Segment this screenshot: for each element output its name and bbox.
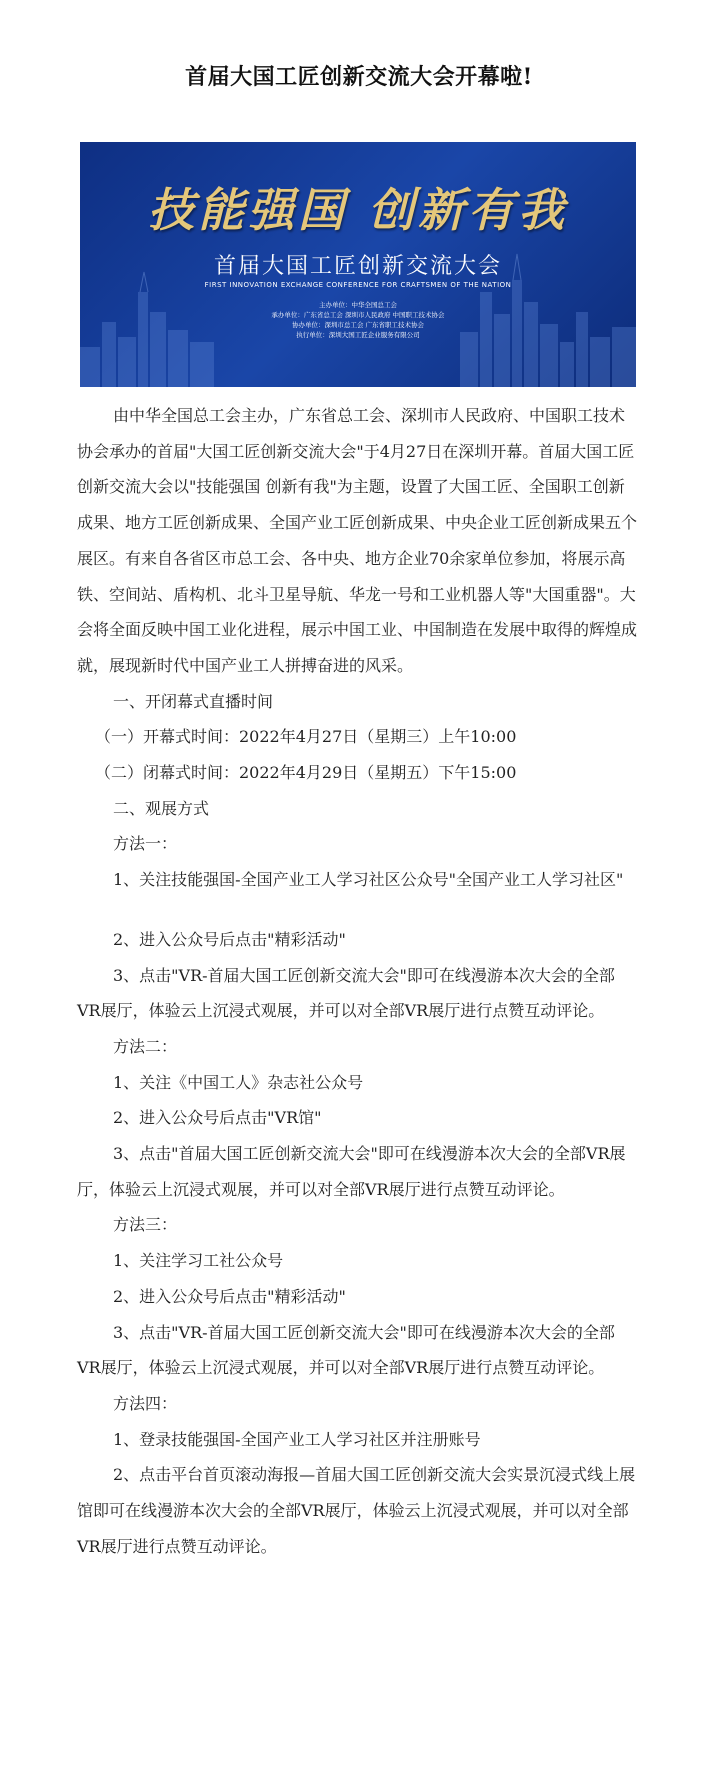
banner-conference-name: 首届大国工匠创新交流大会 xyxy=(213,254,502,279)
method-step: 2、进入公众号后点击"VR馆" xyxy=(113,1108,322,1128)
article-title: 首届大国工匠创新交流大会开幕啦! xyxy=(185,64,533,90)
method-step: 1、登录技能强国-全国产业工人学习社区并注册账号 xyxy=(113,1429,481,1449)
method-step: 1、关注学习工社公众号 xyxy=(113,1251,284,1271)
method-step: 1、关注《中国工人》杂志社公众号 xyxy=(113,1072,364,1092)
organizer-line: 执行单位：深圳大国工匠企业服务有限公司 xyxy=(296,331,420,339)
article-body xyxy=(77,398,637,1565)
intro-paragraph: 由中华全国总工会主办，广东省总工会、深圳市人民政府、中国职工技术协会承办的首届"大国工匠创新交流大会"于4月27日在深圳开幕。首届大国工匠创新交流大会以"技能强国 创新有我"为主题，设置了大国工匠、全国职工创新成果、地方工匠创新成果、全国产业工匠创新成果、中央企业工匠创新成果五个展区。有来自各省区市总工会、各中央、地方企业70余家单位参加，将展示高铁、空间站、盾构机、北斗卫星导航、华龙一号和工业机器人等"大国重器"。大会将全面反映中国工业化进程，展示中国工业、中国制造在发展中取得的辉煌成就，展现新时代中国产业工人拼搏奋进的风采。 xyxy=(77,406,638,675)
method-heading: 方法三： xyxy=(113,1215,178,1235)
method-heading: 方法二： xyxy=(113,1036,178,1056)
method-heading: 方法一： xyxy=(113,834,178,854)
banner-organizers xyxy=(80,300,636,340)
banner-slogan: 技能强国 创新有我 xyxy=(147,183,568,237)
method-step: 2、进入公众号后点击"精彩活动" xyxy=(113,1286,346,1306)
method-heading: 方法四： xyxy=(113,1393,178,1413)
method-step: 2、点击平台首页滚动海报—首届大国工匠创新交流大会实景沉浸式线上展馆即可在线漫游本次大会的全部VR展厅，体验云上沉浸式观展，并可以对全部VR展厅进行点赞互动评论。 xyxy=(77,1465,636,1556)
method-step: 3、点击"VR-首届大国工匠创新交流大会"即可在线漫游本次大会的全部VR展厅，体验云上沉浸式观展，并可以对全部VR展厅进行点赞互动评论。 xyxy=(77,965,615,1021)
section-heading-viewing: 二、观展方式 xyxy=(113,798,210,818)
organizer-line: 主办单位：中华全国总工会 xyxy=(319,301,397,309)
organizer-line: 协办单位：深圳市总工会 广东省职工技术协会 xyxy=(291,321,425,329)
method-step: 3、点击"VR-首届大国工匠创新交流大会"即可在线漫游本次大会的全部VR展厅，体验云上沉浸式观展，并可以对全部VR展厅进行点赞互动评论。 xyxy=(77,1322,615,1378)
conference-banner xyxy=(80,142,636,387)
organizer-line: 承办单位：广东省总工会 深圳市人民政府 中国职工技术协会 xyxy=(271,311,445,319)
banner-english-subtitle: FIRST INNOVATION EXCHANGE CONFERENCE FOR CRAFTSMEN OF THE NATION xyxy=(204,281,512,289)
method-step: 2、进入公众号后点击"精彩活动" xyxy=(113,929,346,949)
method-step: 1、关注技能强国-全国产业工人学习社区公众号"全国产业工人学习社区" xyxy=(113,870,624,890)
closing-time: （二）闭幕式时间：2022年4月29日（星期五）下午15:00 xyxy=(95,763,517,783)
section-heading-live-times: 一、开闭幕式直播时间 xyxy=(113,691,274,711)
opening-time: （一）开幕式时间：2022年4月27日（星期三）上午10:00 xyxy=(95,727,517,747)
method-step: 3、点击"首届大国工匠创新交流大会"即可在线漫游本次大会的全部VR展厅，体验云上沉浸式观展，并可以对全部VR展厅进行点赞互动评论。 xyxy=(77,1144,626,1199)
